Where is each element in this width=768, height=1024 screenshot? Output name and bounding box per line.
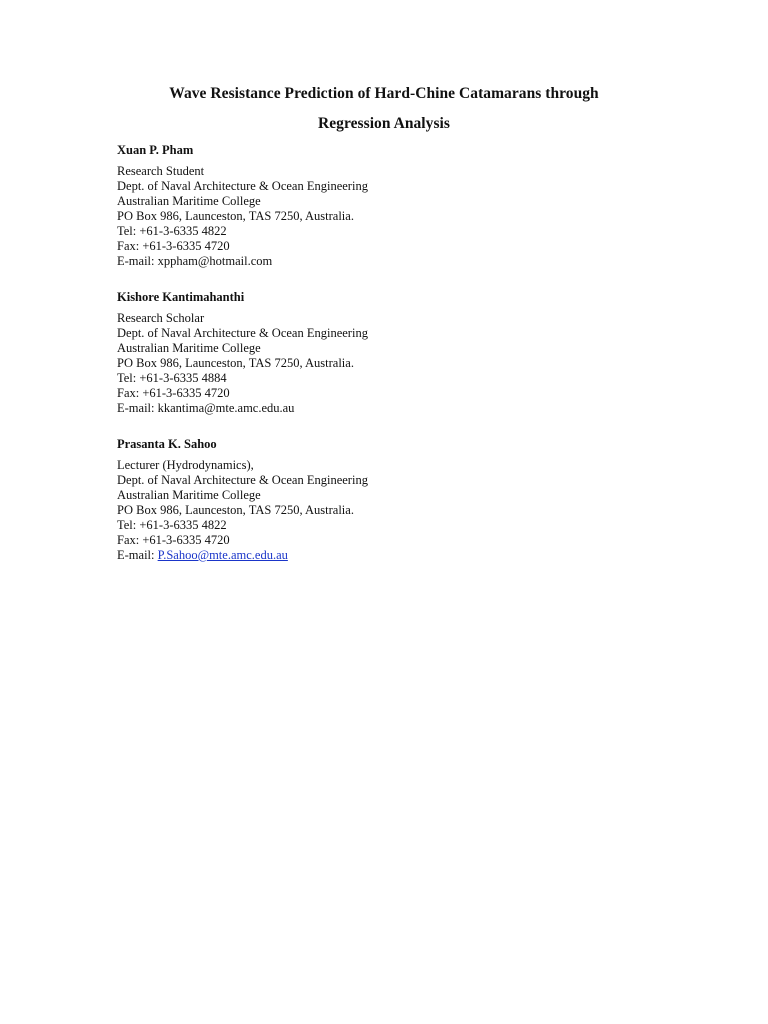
author-email: xppham@hotmail.com — [157, 254, 273, 268]
author-telephone: Tel: +61-3-6335 4822 — [117, 224, 227, 238]
author-email-line — [117, 254, 677, 269]
author-role: Research Scholar — [117, 311, 205, 325]
paper-title-line-2: Regression Analysis — [317, 115, 450, 132]
author-fax: Fax: +61-3-6335 4720 — [117, 533, 230, 547]
author-institution: Australian Maritime College — [117, 341, 261, 355]
author-address: PO Box 986, Launceston, TAS 7250, Australia. — [117, 209, 354, 223]
author-name: Xuan P. Pham — [117, 143, 194, 157]
author-block-3 — [117, 436, 677, 563]
paper-title-line-1: Wave Resistance Prediction of Hard-Chine Catamarans through — [169, 85, 599, 102]
author-department: Dept. of Naval Architecture & Ocean Engineering — [117, 326, 368, 340]
author-telephone: Tel: +61-3-6335 4884 — [117, 371, 227, 385]
author-fax: Fax: +61-3-6335 4720 — [117, 386, 230, 400]
author-department: Dept. of Naval Architecture & Ocean Engineering — [117, 179, 368, 193]
author-department: Dept. of Naval Architecture & Ocean Engineering — [117, 473, 368, 487]
email-label: E-mail: — [117, 401, 158, 415]
author-email-line — [117, 548, 677, 563]
author-role: Lecturer (Hydrodynamics), — [117, 458, 254, 472]
author-name: Prasanta K. Sahoo — [117, 437, 217, 451]
author-block-2 — [117, 289, 677, 416]
author-institution: Australian Maritime College — [117, 488, 261, 502]
author-institution: Australian Maritime College — [117, 194, 261, 208]
author-address: PO Box 986, Launceston, TAS 7250, Australia. — [117, 503, 354, 517]
author-block-1 — [117, 142, 677, 269]
email-label: E-mail: — [117, 254, 158, 268]
email-label: E-mail: — [117, 548, 158, 562]
author-role: Research Student — [117, 164, 205, 178]
author-telephone: Tel: +61-3-6335 4822 — [117, 518, 227, 532]
author-fax: Fax: +61-3-6335 4720 — [117, 239, 230, 253]
author-name: Kishore Kantimahanthi — [117, 290, 245, 304]
author-address: PO Box 986, Launceston, TAS 7250, Australia. — [117, 356, 354, 370]
author-email: kkantima@mte.amc.edu.au — [157, 401, 295, 415]
author-email-link[interactable]: P.Sahoo@mte.amc.edu.au — [157, 548, 288, 562]
author-email-line — [117, 401, 677, 416]
